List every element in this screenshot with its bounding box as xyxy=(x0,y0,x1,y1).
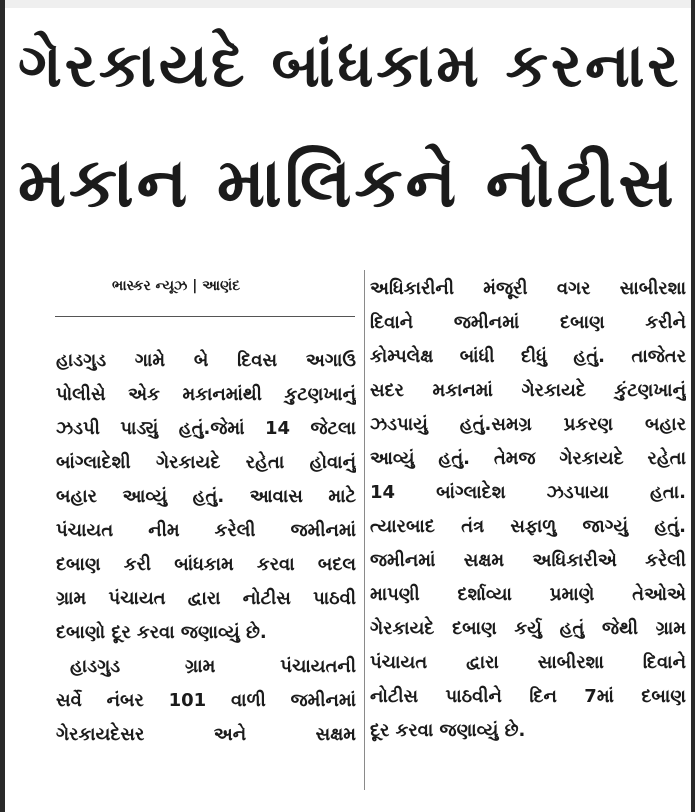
article-line: પંચાયત દ્વારા સાબીરશા દિવાને xyxy=(370,652,686,673)
article-line: અધિકારીની મંજૂરી વગર સાબીરશા xyxy=(370,278,686,299)
article-line: ત્યારબાદ તંત્ર સફાળુ જાગ્યું હતું. xyxy=(370,516,686,537)
article-line: આવ્યું હતું. તેમજ ગેરકાયદે રહેતા xyxy=(370,448,686,469)
article-line: બહાર આવ્યું હતું. આવાસ માટે xyxy=(56,486,356,507)
article-line: દબાણ કરી બાંધકામ કરવા બદલ xyxy=(56,554,356,575)
top-edge xyxy=(0,0,695,8)
article-line: માપણી દર્શાવ્યા પ્રમાણે તેઓએ xyxy=(370,584,686,605)
article-line: દબાણો દૂર કરવા જણાવ્યું છે. xyxy=(56,622,267,643)
article-line: સર્વે નંબર 101 વાળી જમીનમાં xyxy=(56,690,356,711)
article-line: દૂર કરવા જણાવ્યું છે. xyxy=(370,720,526,741)
left-border xyxy=(0,0,5,812)
column-divider xyxy=(364,270,365,790)
byline-divider xyxy=(55,316,355,317)
article-line: સદર મકાનમાં ગેરકાયદે કુંટણખાનું xyxy=(370,380,686,401)
article-line: ઝડપી પાડ્યું હતું.જેમાં 14 જેટલા xyxy=(56,418,356,439)
article-line: ગેરકાયદેસર અને સક્ષમ xyxy=(56,724,356,745)
article-column-left xyxy=(56,344,356,752)
article-line: જમીનમાં સક્ષમ અધિકારીએ કરેલી xyxy=(370,550,686,571)
article-line: 14 બાંગ્લાદેશ ઝડપાયા હતા. xyxy=(370,482,686,503)
article-line: દિવાને જમીનમાં દબાણ કરીને xyxy=(370,312,686,333)
article-line: ગેરકાયદે દબાણ કર્યુ હતું જેથી ગ્રામ xyxy=(370,618,686,639)
right-border xyxy=(691,0,695,812)
article-line: ગ્રામ પંચાયત દ્વારા નોટીસ પાઠવી xyxy=(56,588,356,609)
article-line: બાંગ્લાદેશી ગેરકાયદે રહેતા હોવાનું xyxy=(56,452,356,473)
headline-line-1: ગેરકાયદે બાંધકામ કરનાર xyxy=(18,31,682,101)
article-line: ઝડપાયું હતું.સમગ્ર પ્રકરણ બહાર xyxy=(370,414,686,435)
article-line: હાડગુડ ગ્રામ પંચાયતની xyxy=(70,656,356,677)
article-line: હાડગુડ ગામે બે દિવસ અગાઉ xyxy=(56,350,356,371)
article-line: કોમ્પલેક્ષ બાંધી દીધું હતું. તાજેતર xyxy=(370,346,686,367)
headline-line-2: મકાન માલિકને નોટીસ xyxy=(18,144,677,223)
article-line: પોલીસે એક મકાનમાંથી કુટણખાનું xyxy=(56,384,356,405)
article-column-right xyxy=(370,272,686,748)
article-line: નોટીસ પાઠવીને દિન 7માં દબાણ xyxy=(370,686,686,707)
byline: ભાસ્કર ન્યૂઝ | આણંદ xyxy=(112,278,241,294)
article-line: પંચાયત નીમ કરેલી જમીનમાં xyxy=(56,520,356,541)
